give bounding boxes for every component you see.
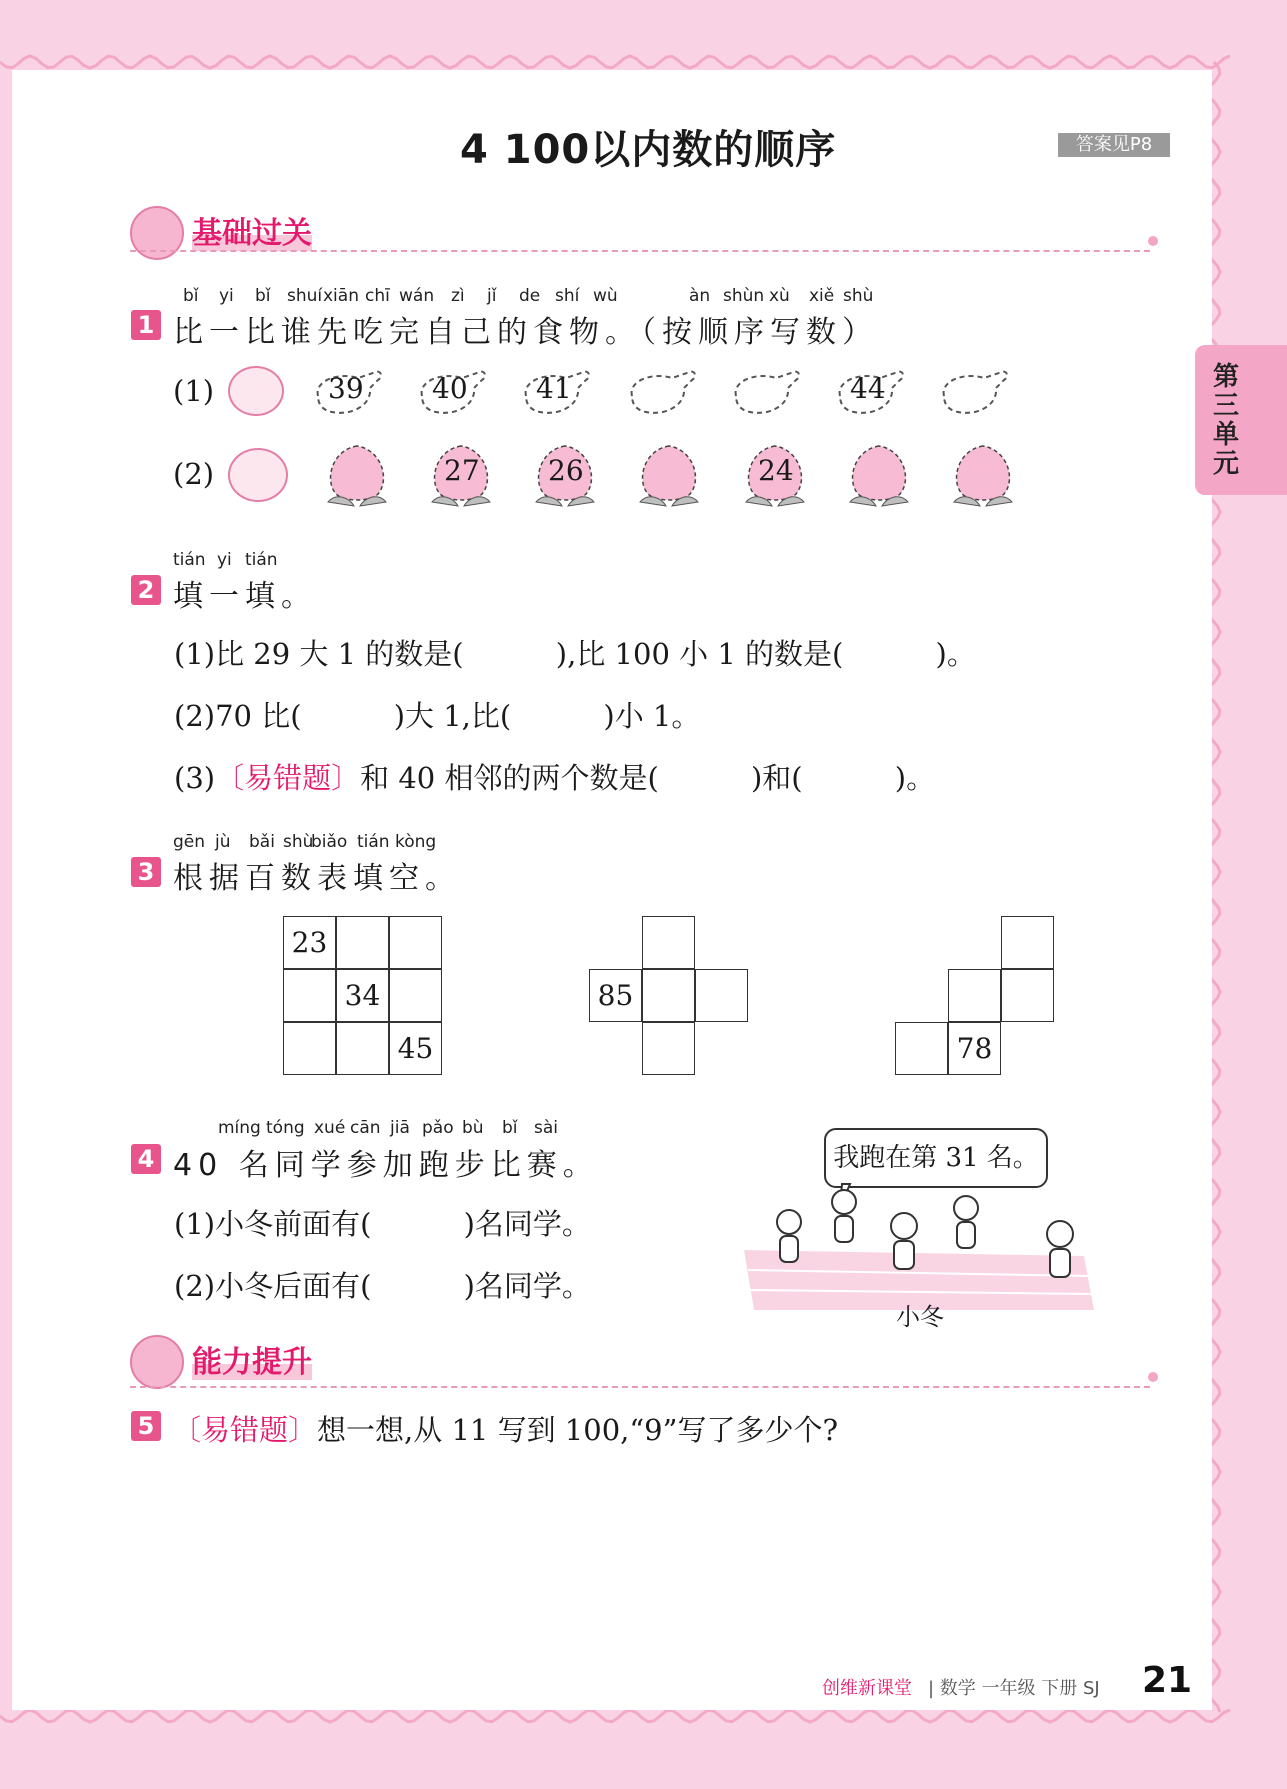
q3-pinyin	[173, 832, 453, 854]
grid-cell	[283, 969, 336, 1022]
q5-text-body: 想一想,从 11 写到 100,“9”写了多少个?	[317, 1413, 839, 1447]
hundred-grid-1	[283, 916, 445, 1078]
bone-shape	[310, 368, 380, 416]
q2-text: 填一填。	[173, 579, 317, 614]
q2-line-2: (2)70 比( )大 1,比( )小 1。	[174, 699, 701, 733]
divider-dot-icon	[1148, 236, 1158, 246]
pinyin-syllable: wán	[399, 286, 435, 306]
girl-mascot-icon	[130, 1335, 184, 1389]
grid-cell	[895, 1022, 948, 1075]
pinyin-syllable: tián	[357, 832, 390, 852]
pinyin-syllable: yi	[217, 550, 232, 570]
grid-cell	[389, 916, 442, 969]
grid-cell: 45	[389, 1022, 442, 1075]
speech-bubble: 我跑在第 31 名。	[824, 1128, 1048, 1188]
pinyin-syllable: tóng	[266, 1118, 305, 1138]
pinyin-syllable: bǐ	[255, 286, 271, 306]
peach-shape	[426, 440, 496, 510]
runner-label: 小冬	[896, 1303, 944, 1331]
q4-line-2: (2)小冬后面有( )名同学。	[174, 1269, 591, 1303]
grid-cell	[642, 916, 695, 969]
peach-number: 27	[444, 454, 480, 487]
q2-line-1: (1)比 29 大 1 的数是( ),比 100 小 1 的数是( )。	[174, 637, 976, 671]
bone-number: 44	[850, 372, 886, 405]
question-number-2: 2	[131, 575, 161, 605]
q4-pinyin	[218, 1118, 578, 1140]
bone-shape	[936, 368, 1006, 416]
pinyin-syllable: àn	[689, 286, 711, 306]
bone-number: 39	[328, 372, 364, 405]
grid-cell	[642, 1022, 695, 1075]
pinyin-syllable: xù	[769, 286, 790, 306]
bone-number: 40	[432, 372, 468, 405]
grid-cell	[948, 969, 1001, 1022]
pinyin-syllable: tián	[173, 550, 206, 570]
section-title-advanced-text: 能力提升	[192, 1345, 312, 1380]
peach-shape	[634, 440, 704, 510]
bone-shape	[624, 368, 694, 416]
q1-row2-peaches	[322, 440, 1042, 510]
error-prone-tag: 〔易错题〕	[172, 1413, 318, 1447]
pinyin-syllable: shùn	[723, 286, 765, 306]
peach-number: 26	[548, 454, 584, 487]
grid-cell	[1001, 969, 1054, 1022]
q2-line-3-rest: 和 40 相邻的两个数是( )和( )。	[360, 761, 936, 795]
question-number-5: 5	[131, 1411, 161, 1441]
pinyin-syllable: xiě	[809, 286, 835, 306]
pinyin-syllable: de	[519, 286, 541, 306]
answer-reference: 答案见P8	[1058, 133, 1170, 157]
pinyin-syllable: wù	[593, 286, 618, 306]
bone-shape	[832, 368, 902, 416]
q1-text: 比一比谁先吃完自己的食物。（按顺序写数）	[173, 315, 878, 350]
unit-tab	[1195, 345, 1287, 495]
section-title-basic	[192, 208, 312, 252]
bone-shape	[414, 368, 484, 416]
question-number-4: 4	[131, 1144, 161, 1174]
pinyin-syllable: jǐ	[487, 286, 497, 306]
pinyin-syllable: míng	[218, 1118, 261, 1138]
peach-shape	[740, 440, 810, 510]
q3-text: 根据百数表填空。	[173, 861, 461, 896]
pinyin-syllable: chī	[365, 286, 390, 306]
footer-brand: 创维新课堂	[822, 1678, 912, 1699]
q2-line-3-prefix: (3)	[174, 761, 216, 795]
q2-line-3	[174, 756, 935, 797]
monkey-icon	[228, 448, 288, 502]
pinyin-syllable: biǎo	[311, 832, 348, 852]
pinyin-syllable: jù	[215, 832, 231, 852]
pinyin-syllable: gēn	[173, 832, 206, 852]
peach-shape	[844, 440, 914, 510]
pinyin-syllable: kòng	[395, 832, 437, 852]
grid-cell	[389, 969, 442, 1022]
error-prone-tag: 〔易错题〕	[215, 761, 361, 795]
peach-shape	[948, 440, 1018, 510]
pinyin-syllable: shí	[555, 286, 580, 306]
grid-cell	[642, 969, 695, 1022]
q1-row2-label: (2)	[173, 457, 215, 491]
hundred-grid-2	[589, 916, 751, 1078]
grid-cell: 78	[948, 1022, 1001, 1075]
q1-pinyin	[175, 286, 895, 308]
q1-row1-label: (1)	[173, 374, 215, 408]
pinyin-syllable: bǎi	[249, 832, 275, 852]
pinyin-syllable: shù	[843, 286, 874, 306]
pinyin-syllable: cān	[350, 1118, 381, 1138]
pinyin-syllable: bǐ	[183, 286, 199, 306]
section-title-basic-text: 基础过关	[192, 216, 312, 251]
pinyin-syllable: zì	[451, 286, 465, 306]
dog-icon	[228, 366, 284, 416]
pinyin-syllable: yi	[219, 286, 234, 306]
pinyin-syllable: bǐ	[502, 1118, 518, 1138]
grid-cell	[1001, 916, 1054, 969]
peach-shape	[322, 440, 392, 510]
question-number-1: 1	[131, 310, 161, 340]
grid-cell: 85	[589, 969, 642, 1022]
pinyin-syllable: bù	[462, 1118, 484, 1138]
q2-pinyin	[173, 550, 313, 572]
grid-cell	[336, 1022, 389, 1075]
bone-shape	[728, 368, 798, 416]
unit-tab-label: 第三单元	[1213, 362, 1240, 479]
page-title: 4 100以内数的顺序	[460, 127, 837, 173]
grid-cell: 23	[283, 916, 336, 969]
section-divider	[130, 250, 1150, 252]
pinyin-syllable: pǎo	[422, 1118, 454, 1138]
bone-number: 41	[536, 372, 572, 405]
peach-shape	[530, 440, 600, 510]
section-divider	[130, 1386, 1150, 1388]
peach-number: 24	[758, 454, 794, 487]
question-number-3: 3	[131, 857, 161, 887]
grid-cell	[336, 916, 389, 969]
pinyin-syllable: shuí	[287, 286, 323, 306]
q4-line-1: (1)小冬前面有( )名同学。	[174, 1207, 591, 1241]
grid-cell	[283, 1022, 336, 1075]
pinyin-syllable: xué	[314, 1118, 346, 1138]
section-title-advanced	[192, 1337, 312, 1381]
footer-book-info: | 数学 一年级 下册 SJ	[928, 1678, 1100, 1699]
pinyin-syllable: shù	[283, 832, 314, 852]
bone-shape	[518, 368, 588, 416]
page-number: 21	[1142, 1660, 1193, 1701]
q1-row1-bones	[310, 366, 1030, 418]
hundred-grid-3	[895, 916, 1057, 1078]
pinyin-syllable: tián	[245, 550, 278, 570]
pinyin-syllable: sài	[534, 1118, 558, 1138]
q5-text	[172, 1408, 838, 1449]
pinyin-syllable: jiā	[390, 1118, 410, 1138]
q4-text: 40 名同学参加跑步比赛。	[173, 1148, 599, 1183]
pinyin-syllable: xiān	[323, 286, 359, 306]
grid-cell	[695, 969, 748, 1022]
divider-dot-icon	[1148, 1372, 1158, 1382]
grid-cell: 34	[336, 969, 389, 1022]
